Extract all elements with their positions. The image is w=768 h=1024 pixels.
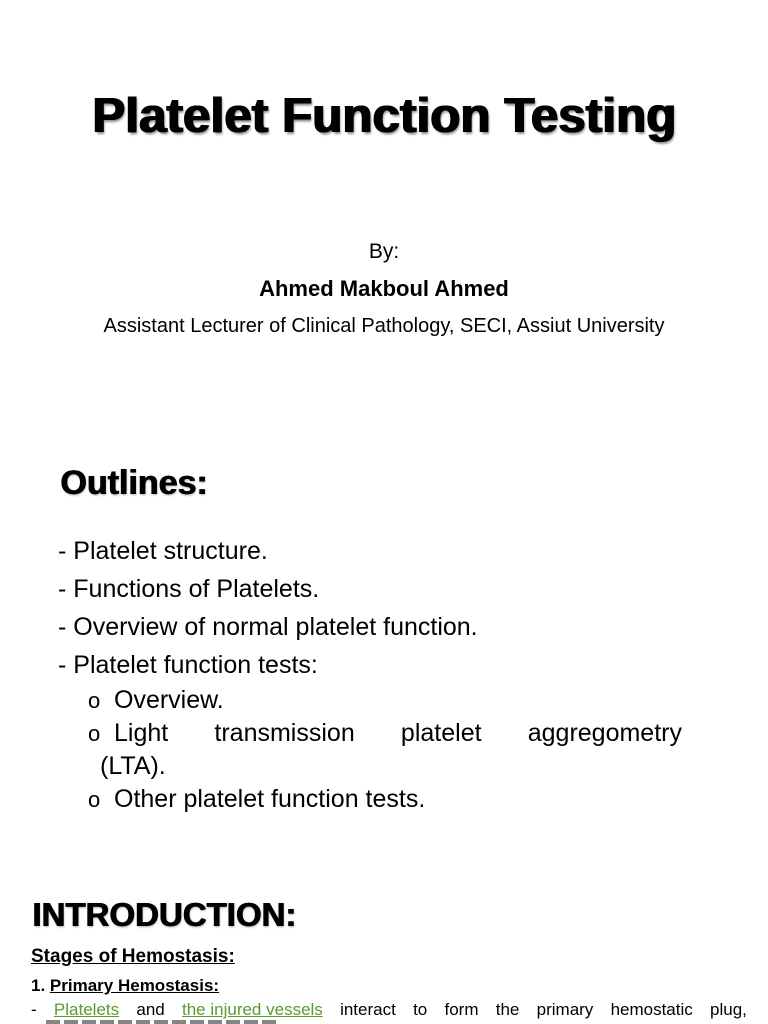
para-word: form [444, 1000, 479, 1019]
outline-item-functions: - Functions of Platelets. [58, 575, 320, 603]
para-word: primary [536, 1000, 594, 1019]
lta-continuation: (LTA). [100, 752, 166, 780]
para-dash: - [31, 1000, 37, 1019]
para-word: the [495, 1000, 520, 1019]
sub-item-overview [88, 684, 718, 717]
lta-word: transmission [214, 719, 355, 747]
sub-item-other-tests [88, 783, 718, 816]
injured-vessels-link[interactable]: the injured vessels [182, 1000, 323, 1019]
para-word: plug, [710, 1000, 747, 1019]
para-word: and [136, 1000, 165, 1019]
sub-item-overview-text: Overview. [114, 686, 224, 714]
circle-bullet-icon: o [88, 688, 101, 713]
outlines-heading: Outlines: [60, 464, 208, 502]
cut-off-text-line [46, 1020, 276, 1024]
function-tests-sublist [88, 684, 718, 816]
lta-word: platelet [400, 719, 482, 747]
introduction-heading: INTRODUCTION: [32, 896, 296, 933]
author-affiliation: Assistant Lecturer of Clinical Pathology, SECI, Assiut University [103, 315, 665, 337]
outline-item-function-tests: - Platelet function tests: [58, 651, 318, 679]
stages-heading: Stages of Hemostasis: [31, 946, 235, 967]
primary-label: Primary Hemostasis: [49, 976, 220, 995]
primary-hemostasis-heading [31, 976, 219, 996]
outline-item-overview-normal: - Overview of normal platelet function. [58, 613, 478, 641]
sub-item-lta [88, 717, 718, 783]
lta-line [88, 717, 682, 750]
lta-word: o Light [88, 717, 168, 750]
lta-word: aggregometry [527, 719, 682, 747]
sub-item-other-text: Other platelet function tests. [114, 785, 426, 813]
para-word: to [413, 1000, 428, 1019]
primary-number: 1. [31, 976, 46, 995]
circle-bullet-icon: o [88, 721, 101, 746]
platelets-link[interactable]: Platelets [53, 1000, 120, 1019]
by-label: By: [368, 240, 400, 263]
document-title: Platelet Function Testing [92, 89, 676, 143]
author-name: Ahmed Makboul Ahmed [259, 276, 509, 301]
para-word: interact [340, 1000, 396, 1019]
para-word: hemostatic [610, 1000, 693, 1019]
outline-item-structure: - Platelet structure. [58, 537, 268, 565]
outline-list [58, 532, 718, 816]
circle-bullet-icon: o [88, 787, 101, 812]
primary-hemostasis-paragraph [31, 1000, 747, 1020]
